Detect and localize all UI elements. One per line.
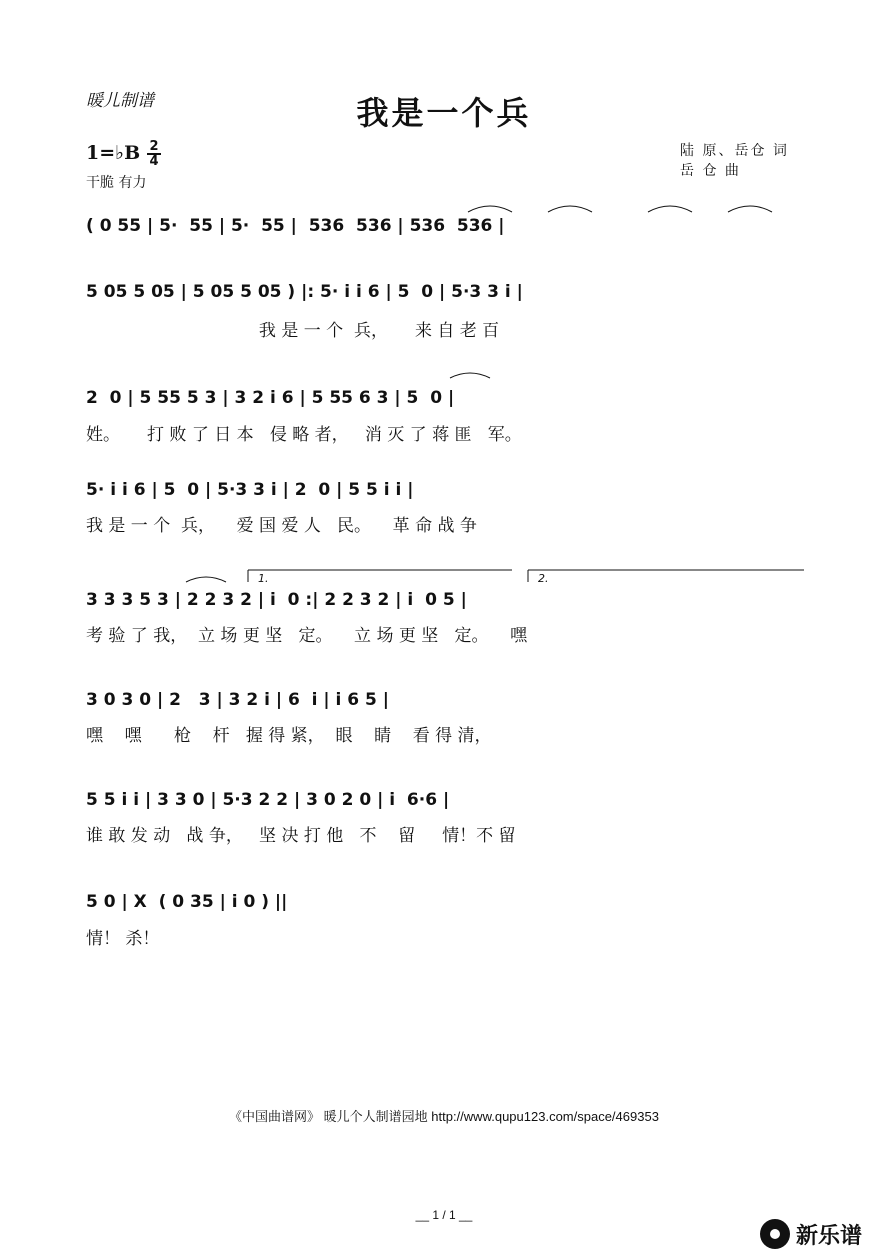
- tempo-marking: 干脆 有力: [86, 175, 147, 191]
- notation-line-3: 2 0 | 5 55 5 3 | 3 2 i 6 | 5 55 6 3 | 5 0 |: [86, 388, 455, 408]
- logo-text: 新乐谱: [796, 1223, 863, 1249]
- notation-line-4: 5· i i 6 | 5 0 | 5·3 3 i | 2 0 | 5 5 i i |: [86, 480, 414, 500]
- music-disc-icon: [760, 1219, 790, 1249]
- composer-credit: 岳 仓 曲: [680, 163, 741, 179]
- notation-line-1: ( 0 55 | 5· 55 | 5· 55 | 536 536 | 536 536 |: [86, 216, 505, 236]
- page-title: 我是一个兵: [356, 94, 532, 132]
- notation-line-8: 5 0 | X ( 0 35 | i 0 ) ||: [86, 892, 288, 912]
- source-footer: 《中国曲谱网》 暖儿个人制谱园地 http://www.qupu123.com/space/469353: [229, 1109, 659, 1124]
- time-numerator: 2: [149, 139, 159, 154]
- lyrics-line-4: 我 是 一 个 兵， 爱 国 爱 人 民。 革 命 战 争: [86, 516, 477, 536]
- page-number: __ 1 / 1 __: [415, 1208, 473, 1222]
- notation-line-2: 5 05 5 05 | 5 05 5 05 ) |: 5· i i 6 | 5 0 | 5·3 3 i |: [86, 282, 523, 302]
- lyrics-line-7: 谁 敢 发 动 战 争， 坚 决 打 他 不 留 情！不 留: [86, 826, 516, 846]
- lyrics-line-6: 嘿 嘿 枪 杆 握 得 紧， 眼 睛 看 得 清，: [86, 726, 492, 746]
- lyrics-line-8: 情！ 杀！: [86, 929, 160, 949]
- notation-line-5: 3 3 3 5 3 | 2 2 3 2 | i 0 :| 2 2 3 2 | i 0 5 |: [86, 590, 467, 610]
- volta-first-ending: 1.: [258, 572, 269, 585]
- time-denominator: 4: [149, 154, 159, 169]
- lyrics-line-3: 姓。 打 败 了 日 本 侵 略 者， 消 灭 了 蒋 匪 军。: [86, 425, 522, 445]
- key-signature: 1=♭B: [86, 142, 141, 164]
- lyrics-line-2: 我 是 一 个 兵， 来 自 老 百: [86, 321, 500, 341]
- lyricist-credit: 陆 原、岳仓 词: [680, 143, 789, 159]
- volta-second-ending: 2.: [538, 572, 549, 585]
- notation-line-7: 5 5 i i | 3 3 0 | 5·3 2 2 | 3 0 2 0 | i 6·6 |: [86, 790, 450, 810]
- lyrics-line-5: 考 验 了 我， 立 场 更 坚 定。 立 场 更 坚 定。 嘿: [86, 626, 528, 646]
- score-maker: 暖儿制谱: [86, 91, 154, 111]
- site-logo: [760, 1218, 862, 1250]
- notation-line-6: 3 0 3 0 | 2 3 | 3 2 i | 6 i | i 6 5 |: [86, 690, 389, 710]
